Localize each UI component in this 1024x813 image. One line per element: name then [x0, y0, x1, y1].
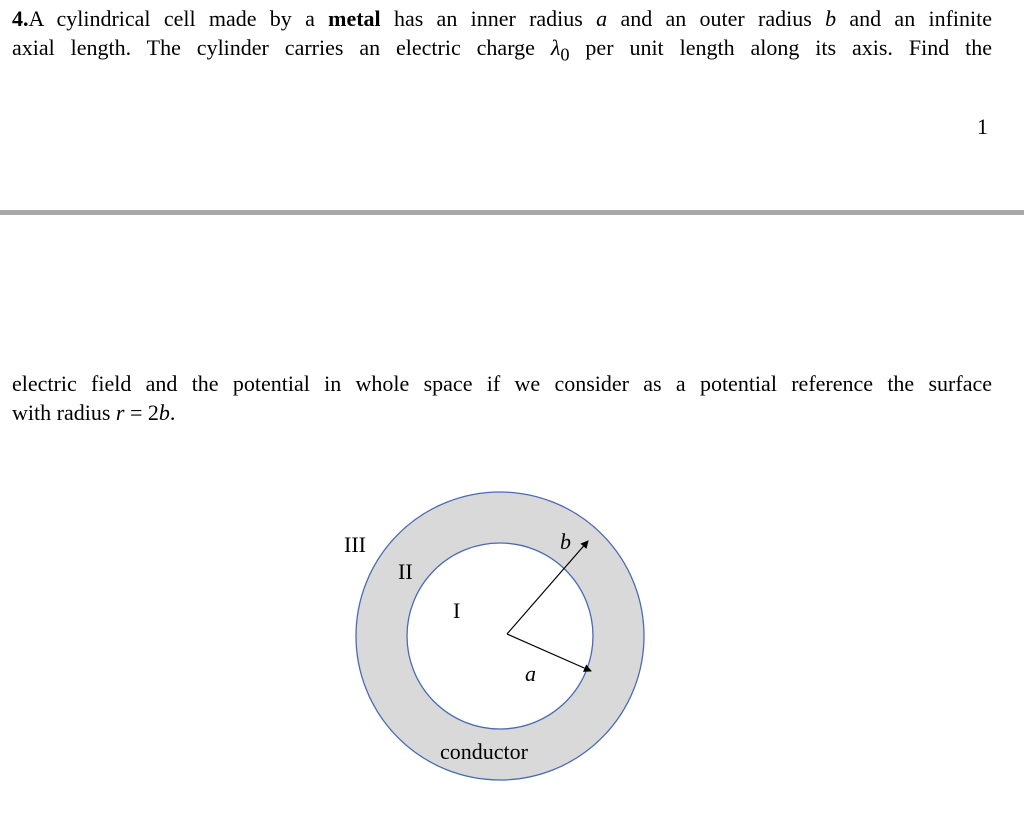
var-b-equation: b [158, 400, 170, 425]
keyword-metal: metal [328, 6, 381, 31]
problem-line-4 [12, 398, 992, 427]
var-a: a [596, 6, 608, 31]
region-label-iii: III [344, 532, 366, 557]
inner-radius-arrow [507, 634, 591, 671]
equation-operator: = 2 [124, 400, 159, 425]
problem-number: 4. [12, 6, 29, 31]
var-b: b [825, 6, 837, 31]
text-run: has an inner radius [380, 6, 597, 31]
var-lambda: λ [550, 35, 561, 60]
text-run: A cylindrical cell made by a [28, 6, 329, 31]
inner-surface-circle [407, 543, 593, 729]
problem-statement-part-2 [12, 369, 992, 427]
problem-line-1 [12, 4, 992, 33]
outer-radius-label: b [560, 529, 571, 554]
text-run: . [169, 400, 176, 425]
cylinder-cross-section-figure [320, 490, 680, 800]
problem-line-2 [12, 33, 992, 69]
text-run: and an infinite [836, 6, 993, 31]
inner-radius-label: a [525, 661, 536, 686]
text-run: with radius [12, 400, 116, 425]
page-divider [0, 210, 1024, 215]
var-lambda-subscript: 0 [560, 44, 570, 65]
region-label-ii: II [398, 559, 413, 584]
var-r: r [115, 400, 125, 425]
conductor-shell [356, 492, 644, 780]
text-run: per unit length along its axis. Find the [569, 35, 992, 60]
region-label-i: I [453, 598, 461, 623]
conductor-label: conductor [440, 739, 528, 764]
problem-line-3: electric field and the potential in whole space if we consider as a potential reference the surface [12, 371, 992, 396]
text-run: axial length. The cylinder carries an electric charge [12, 35, 551, 60]
page-number: 1 [977, 114, 988, 139]
problem-statement-part-1 [12, 4, 992, 69]
text-run: and an outer radius [607, 6, 826, 31]
